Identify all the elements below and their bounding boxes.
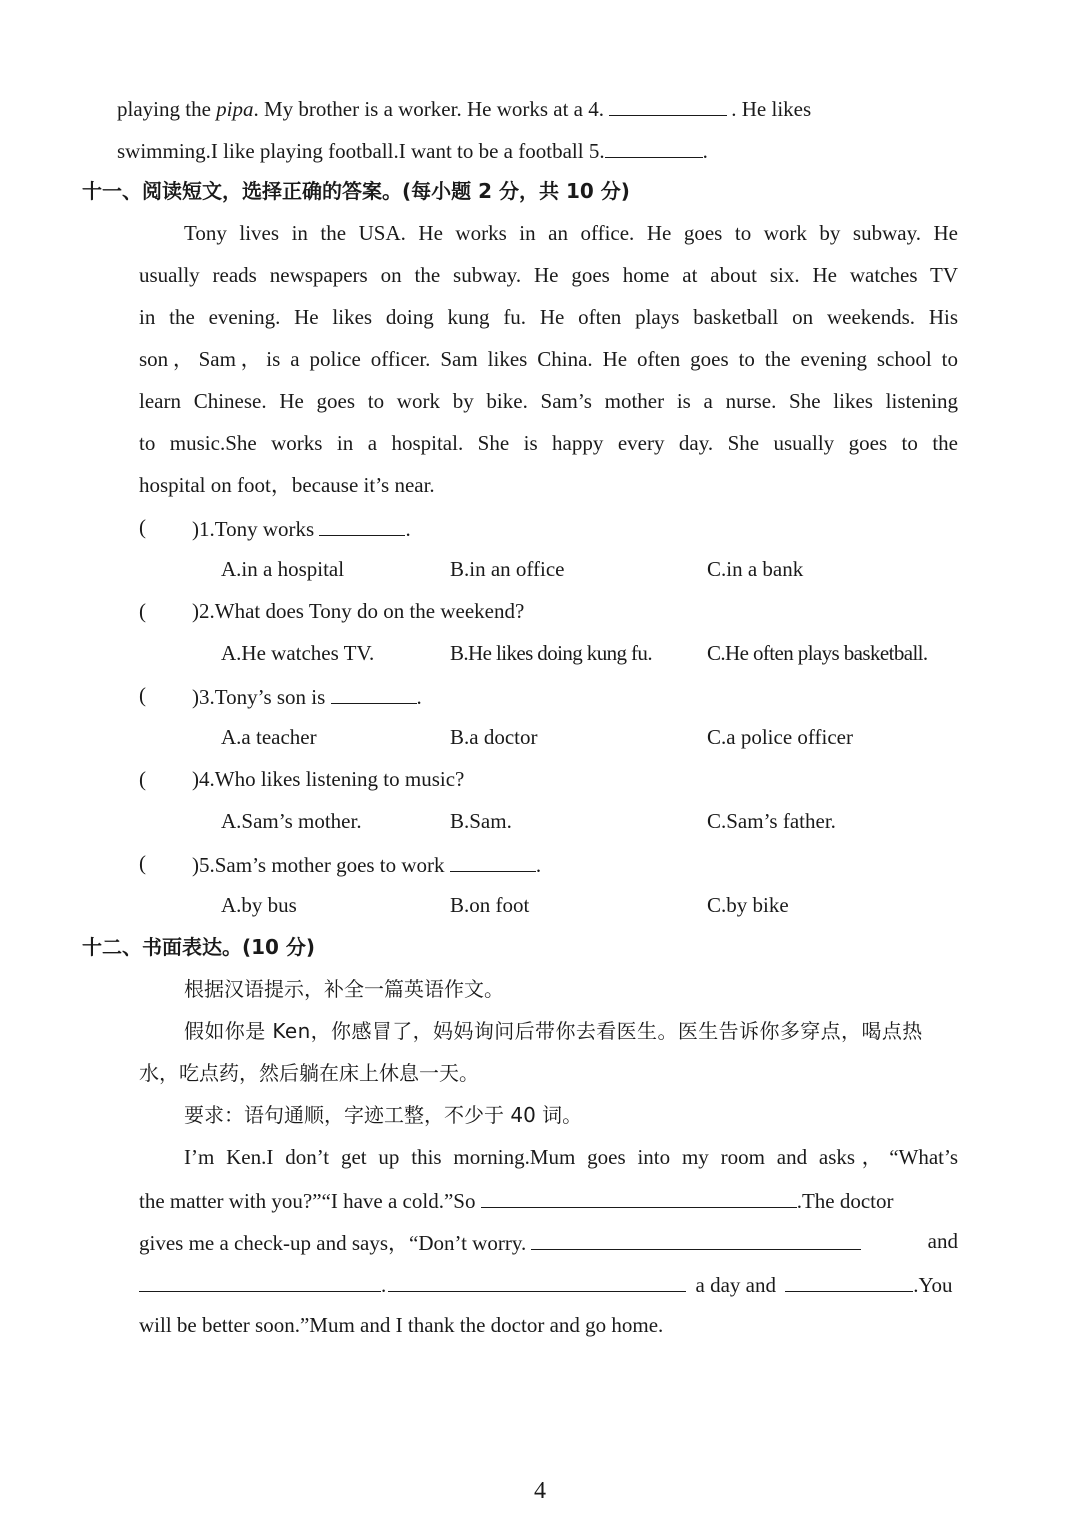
option-a[interactable]: A.by bus <box>221 893 297 917</box>
writing-instruction: 根据汉语提示，补全一篇英语作文。 <box>184 977 504 1001</box>
text-fragment: . He likes <box>731 97 812 121</box>
essay-blank-2[interactable] <box>531 1227 861 1250</box>
text-fragment: a day and <box>695 1273 776 1297</box>
option-b[interactable]: B.Sam. <box>450 809 512 833</box>
essay-blank-4[interactable] <box>388 1269 686 1292</box>
question-3 <box>192 681 422 711</box>
blank-4[interactable] <box>609 93 727 116</box>
answer-paren[interactable]: ( <box>139 851 146 875</box>
question-text: )3.Tony’s son is <box>192 685 326 709</box>
option-b[interactable]: B.in an office <box>450 557 565 581</box>
question-1 <box>192 513 411 543</box>
essay-line-1: I’m Ken.I don’t get up this morning.Mum goes into my room and asks，“What’s <box>184 1145 958 1169</box>
option-c[interactable]: C.a police officer <box>707 725 853 749</box>
text-fragment: . <box>702 139 708 163</box>
reading-passage-line: son，Sam，is a police officer. Sam likes China. He often goes to the evening school to <box>139 347 958 371</box>
option-c[interactable]: C.He often plays basketball. <box>707 641 928 665</box>
essay-blank-3[interactable] <box>139 1269 381 1292</box>
question-end: . <box>535 853 542 877</box>
text-fragment: .You <box>913 1273 953 1297</box>
text-fragment: swimming.I like playing football.I want to be a football 5. <box>117 139 605 163</box>
section-11-heading: 十一、阅读短文，选择正确的答案。(每小题 2 分，共 10 分) <box>82 179 630 203</box>
essay-line-5: will be better soon.”Mum and I thank the doctor and go home. <box>139 1313 664 1337</box>
reading-passage-line: learn Chinese. He goes to work by bike. Sam’s mother is a nurse. She likes listening <box>139 389 958 413</box>
question-2: )2.What does Tony do on the weekend? <box>192 599 525 623</box>
writing-prompt-line-1: 假如你是 Ken，你感冒了，妈妈询问后带你去看医生。医生告诉你多穿点，喝点热 <box>184 1019 923 1043</box>
writing-requirement: 要求：语句通顺，字迹工整，不少于 40 词。 <box>184 1103 583 1127</box>
section-12-heading: 十二、书面表达。(10 分) <box>82 935 316 959</box>
reading-passage-line: hospital on foot，because it’s near. <box>139 473 435 497</box>
option-a[interactable]: A.Sam’s mother. <box>221 809 362 833</box>
essay-line-3 <box>139 1227 958 1257</box>
text-fragment: playing the <box>117 97 217 121</box>
answer-paren[interactable]: ( <box>139 767 146 791</box>
reading-passage-line: usually reads newspapers on the subway. He goes home at about six. He watches TV <box>139 263 958 287</box>
option-c[interactable]: C.Sam’s father. <box>707 809 836 833</box>
option-b[interactable]: B.a doctor <box>450 725 538 749</box>
writing-prompt-line-2: 水，吃点药，然后躺在床上休息一天。 <box>139 1061 479 1085</box>
essay-blank-1[interactable] <box>481 1185 797 1208</box>
text-fragment: the matter with you?”“I have a cold.”So <box>139 1189 476 1213</box>
answer-paren[interactable]: ( <box>139 599 146 623</box>
blank-5[interactable] <box>605 135 703 158</box>
question-blank[interactable] <box>450 849 536 872</box>
text-fragment: . My brother is a worker. He works at a 4. <box>253 97 604 121</box>
reading-passage-line: to music.She works in a hospital. She is happy every day. She usually goes to the <box>139 431 958 455</box>
essay-line-4 <box>139 1269 958 1299</box>
option-a[interactable]: A.He watches TV. <box>221 641 375 665</box>
essay-line-2 <box>139 1185 958 1215</box>
option-b[interactable]: B.on foot <box>450 893 530 917</box>
question-5 <box>192 849 541 879</box>
option-a[interactable]: A.a teacher <box>221 725 317 749</box>
question-blank[interactable] <box>331 681 417 704</box>
option-b[interactable]: B.He likes doing kung fu. <box>450 641 652 665</box>
question-blank[interactable] <box>319 513 405 536</box>
answer-paren[interactable]: ( <box>139 683 146 707</box>
passage-line-1 <box>117 93 959 123</box>
text-fragment: and <box>927 1229 958 1253</box>
answer-paren[interactable]: ( <box>139 515 146 539</box>
essay-blank-5[interactable] <box>785 1269 913 1292</box>
reading-passage-line: in the evening. He likes doing kung fu. He often plays basketball on weekends. His <box>139 305 958 329</box>
text-fragment: gives me a check-up and says，“Don’t worry. <box>139 1231 527 1255</box>
option-a[interactable]: A.in a hospital <box>221 557 345 581</box>
option-c[interactable]: C.in a bank <box>707 557 804 581</box>
option-c[interactable]: C.by bike <box>707 893 789 917</box>
text-fragment: . <box>381 1273 387 1297</box>
question-4: )4.Who likes listening to music? <box>192 767 465 791</box>
question-end: . <box>405 517 411 541</box>
reading-passage-line: Tony lives in the USA. He works in an office. He goes to work by subway. He <box>184 221 958 245</box>
question-end: . <box>416 685 422 709</box>
question-text: )1.Tony works <box>192 517 315 541</box>
question-text: )5.Sam’s mother goes to work <box>192 853 445 877</box>
pipa-italic: pipa <box>216 97 254 121</box>
page-number: 4 <box>534 1478 546 1504</box>
passage-line-2 <box>117 135 708 165</box>
text-fragment: .The doctor <box>796 1189 894 1213</box>
